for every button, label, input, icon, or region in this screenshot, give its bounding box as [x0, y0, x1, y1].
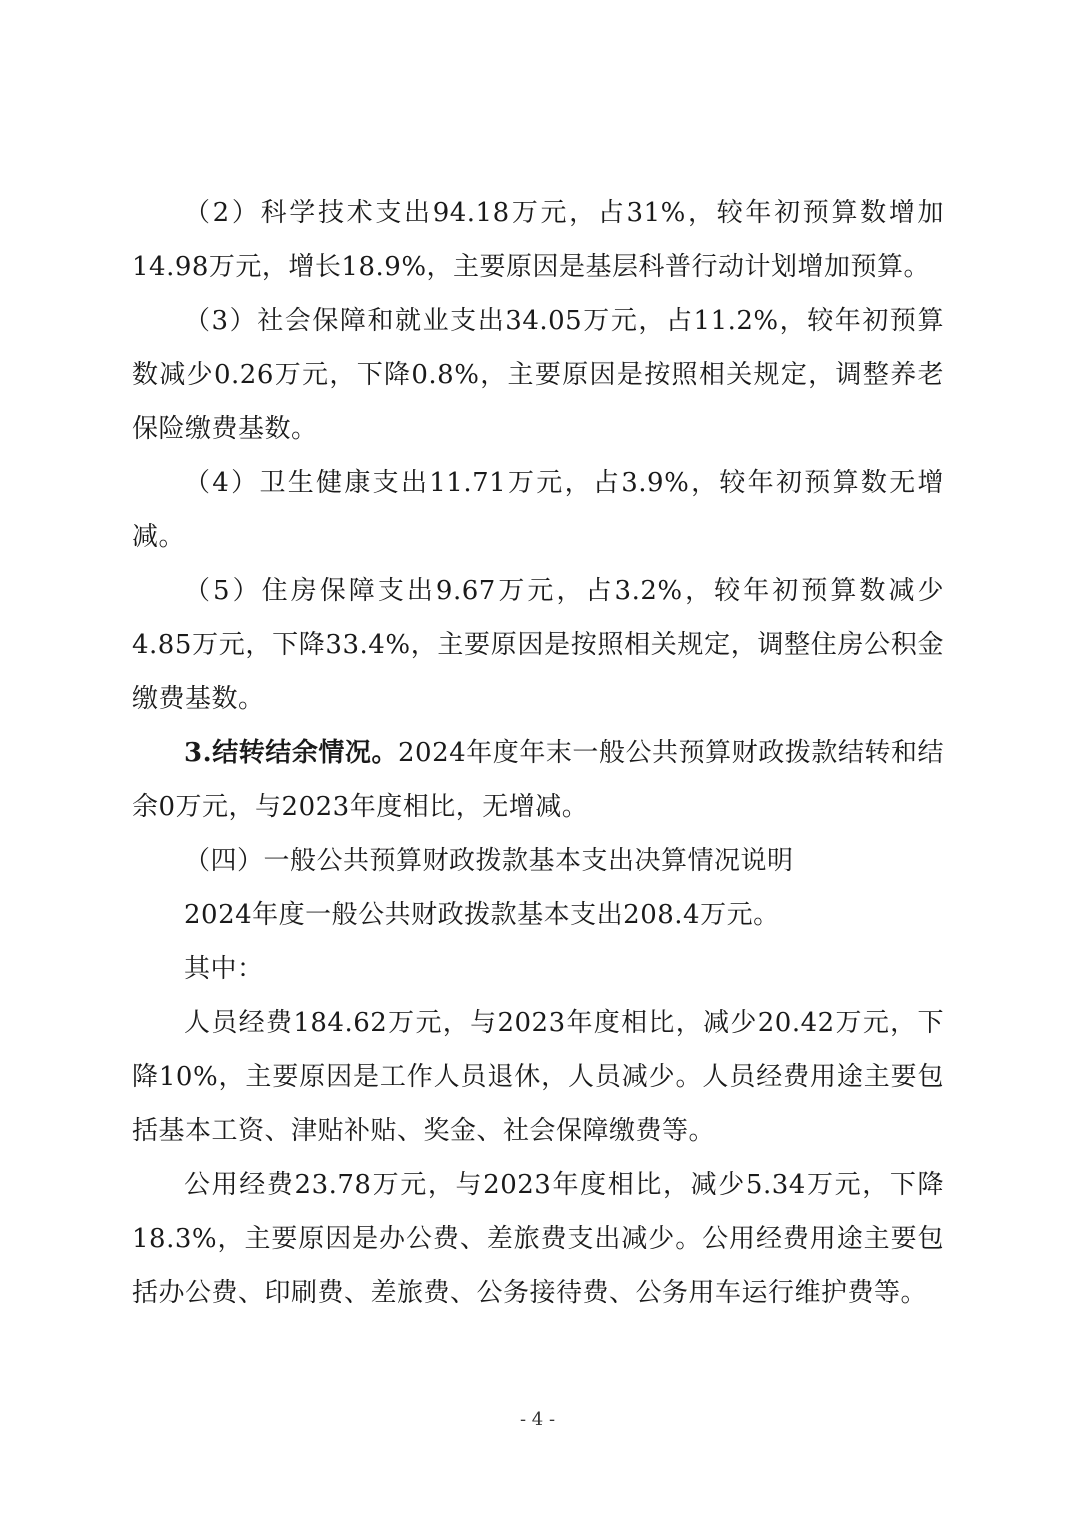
- section-heading-basic-expenditure: （四）一般公共预算财政拨款基本支出决算情况说明: [184, 846, 794, 876]
- paragraph-social-security: （3）社会保障和就业支出34.05万元，占11.2%，较年初预算数减少0.26万元，下降0.8%，主要原因是按照相关规定，调整养老保险缴费基数。: [132, 306, 944, 444]
- carryover-heading: 3.结转结余情况。: [184, 738, 399, 768]
- paragraph-carryover: 3.结转结余情况。2024年度年末一般公共预算财政拨款结转和结余0万元，与2023年度相比，无增减。: [132, 738, 944, 822]
- paragraph-public-expenses: 公用经费23.78万元，与2023年度相比，减少5.34万元，下降18.3%，主要原因是办公费、差旅费支出减少。公用经费用途主要包括办公费、印刷费、差旅费、公务接待费、公务用车运行维护费等。: [132, 1170, 944, 1308]
- paragraph-among-which: 其中：: [184, 954, 264, 984]
- body-text: [132, 186, 944, 1320]
- paragraph-personnel-expenses: 人员经费184.62万元，与2023年度相比，减少20.42万元，下降10%，主要原因是工作人员退休，人员减少。人员经费用途主要包括基本工资、津贴补贴、奖金、社会保障缴费等。: [132, 1008, 944, 1146]
- paragraph-basic-expenditure-total: 2024年度一般公共财政拨款基本支出208.4万元。: [184, 900, 780, 930]
- paragraph-science-tech: （2）科学技术支出94.18万元，占31%，较年初预算数增加14.98万元，增长18.9%，主要原因是基层科普行动计划增加预算。: [132, 198, 944, 282]
- paragraph-housing: （5）住房保障支出9.67万元，占3.2%，较年初预算数减少4.85万元，下降33.4%，主要原因是按照相关规定，调整住房公积金缴费基数。: [132, 576, 944, 714]
- page-number: - 4 -: [519, 1409, 556, 1430]
- paragraph-health: （4）卫生健康支出11.71万元，占3.9%，较年初预算数无增减。: [132, 468, 944, 552]
